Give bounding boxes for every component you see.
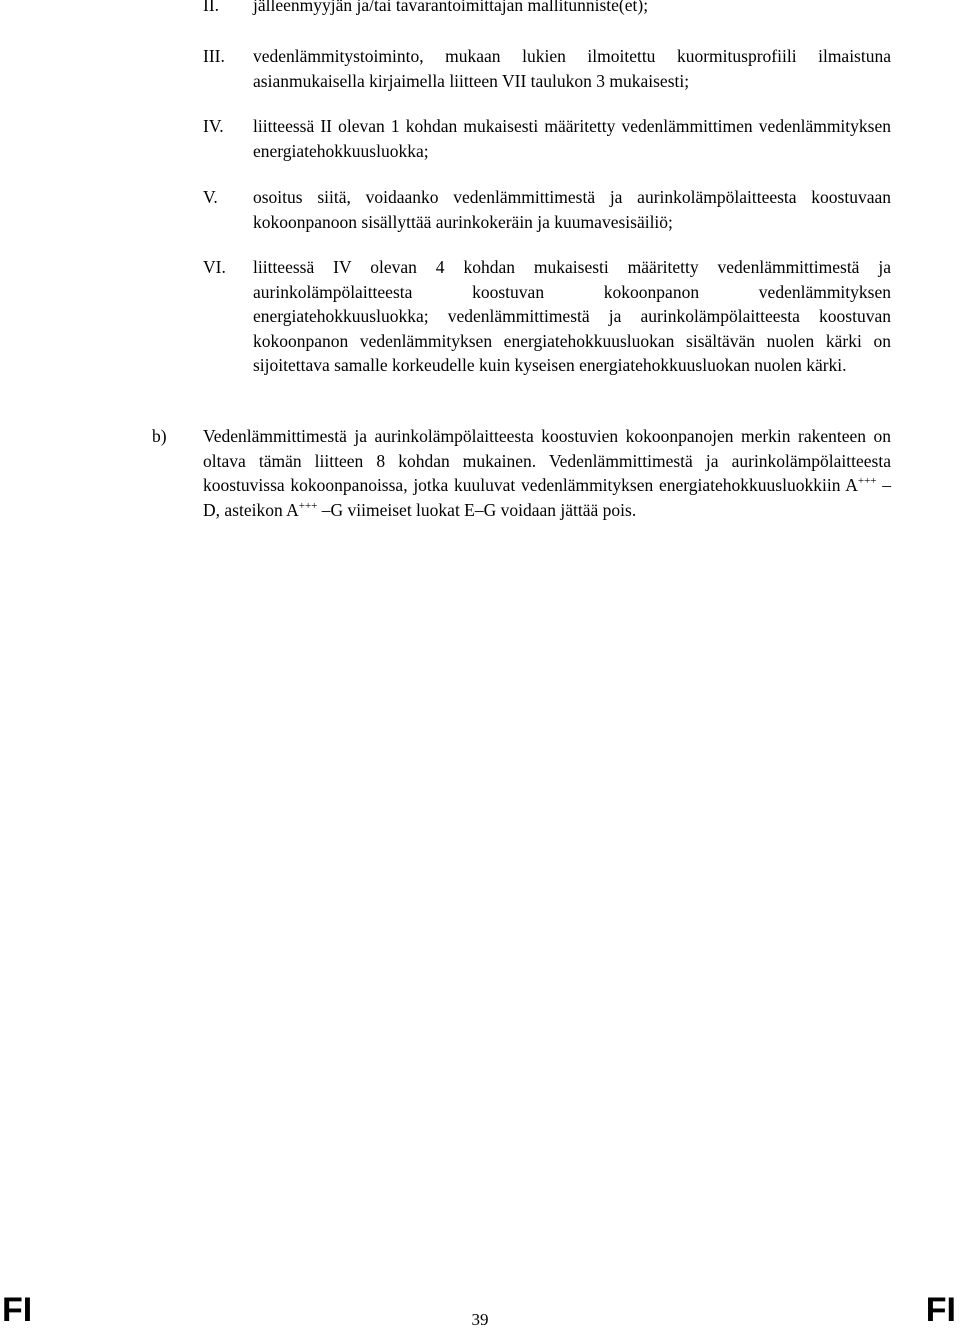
list-item-text: liitteessä IV olevan 4 kohdan mukaisesti määritetty vedenlämmittimestä ja aurinkolämpölaitteesta koostuvan kokoonpanon vedenlämmityksen energiatehokkuusluokka; vedenlämmittimestä ja aurinkolämpölaitteesta koostuvan kokoonpanon vedenlämmityksen energiatehokkuusluokan sisältävän nuolen kärki on sijoitettava samalle korkeudelle kuin kyseisen energiatehokkuusluokan nuolen kärki. <box>253 257 891 375</box>
list-item-number: III. <box>203 46 225 66</box>
section-text-part: –D, asteikon A <box>203 475 891 520</box>
superscript: +++ <box>298 499 318 512</box>
list-item-number: IV. <box>203 116 224 136</box>
list-item-number: VI. <box>203 257 226 277</box>
superscript: +++ <box>857 475 877 487</box>
list-item-text: liitteessä II olevan 1 kohdan mukaisesti määritetty vedenlämmittimen vedenlämmityksen energiatehokkuusluokka; <box>253 116 891 161</box>
list-item-text: osoitus siitä, voidaanko vedenlämmittimestä ja aurinkolämpölaitteesta koostuvaan kokoonpanoon sisällyttää aurinkokeräin ja kuumavesisäiliö; <box>253 187 891 232</box>
list-item-number: II. <box>203 0 220 15</box>
section-text <box>203 424 891 522</box>
section-letter: b) <box>152 426 167 446</box>
section-text-part: –G viimeiset luokat E–G voidaan jättää pois. <box>317 499 637 520</box>
list-item-text: jälleenmyyjän ja/tai tavarantoimittajan mallitunniste(et); <box>253 0 649 15</box>
footer-language-code-right: FI <box>925 1291 956 1329</box>
footer-language-code-left: FI <box>2 1291 33 1329</box>
page-number: 39 <box>471 1310 489 1329</box>
section-text-part: Vedenlämmittimestä ja aurinkolämpölaitteesta koostuvien kokoonpanojen merkin rakenteen on oltava tämän liitteen 8 kohdan mukainen. Vedenlämmittimestä ja aurinkolämpölaitteesta koostuvissa kokoonpanoissa, jotka kuuluvat vedenlämmityksen energiatehokkuusluokkiin A <box>203 426 891 495</box>
list-item-text: vedenlämmitystoiminto, mukaan lukien ilmoitettu kuormitusprofiili ilmaistuna asianmukaisella kirjaimella liitteen VII taulukon 3 mukaisesti; <box>253 46 891 91</box>
list-item-number: V. <box>203 187 218 207</box>
